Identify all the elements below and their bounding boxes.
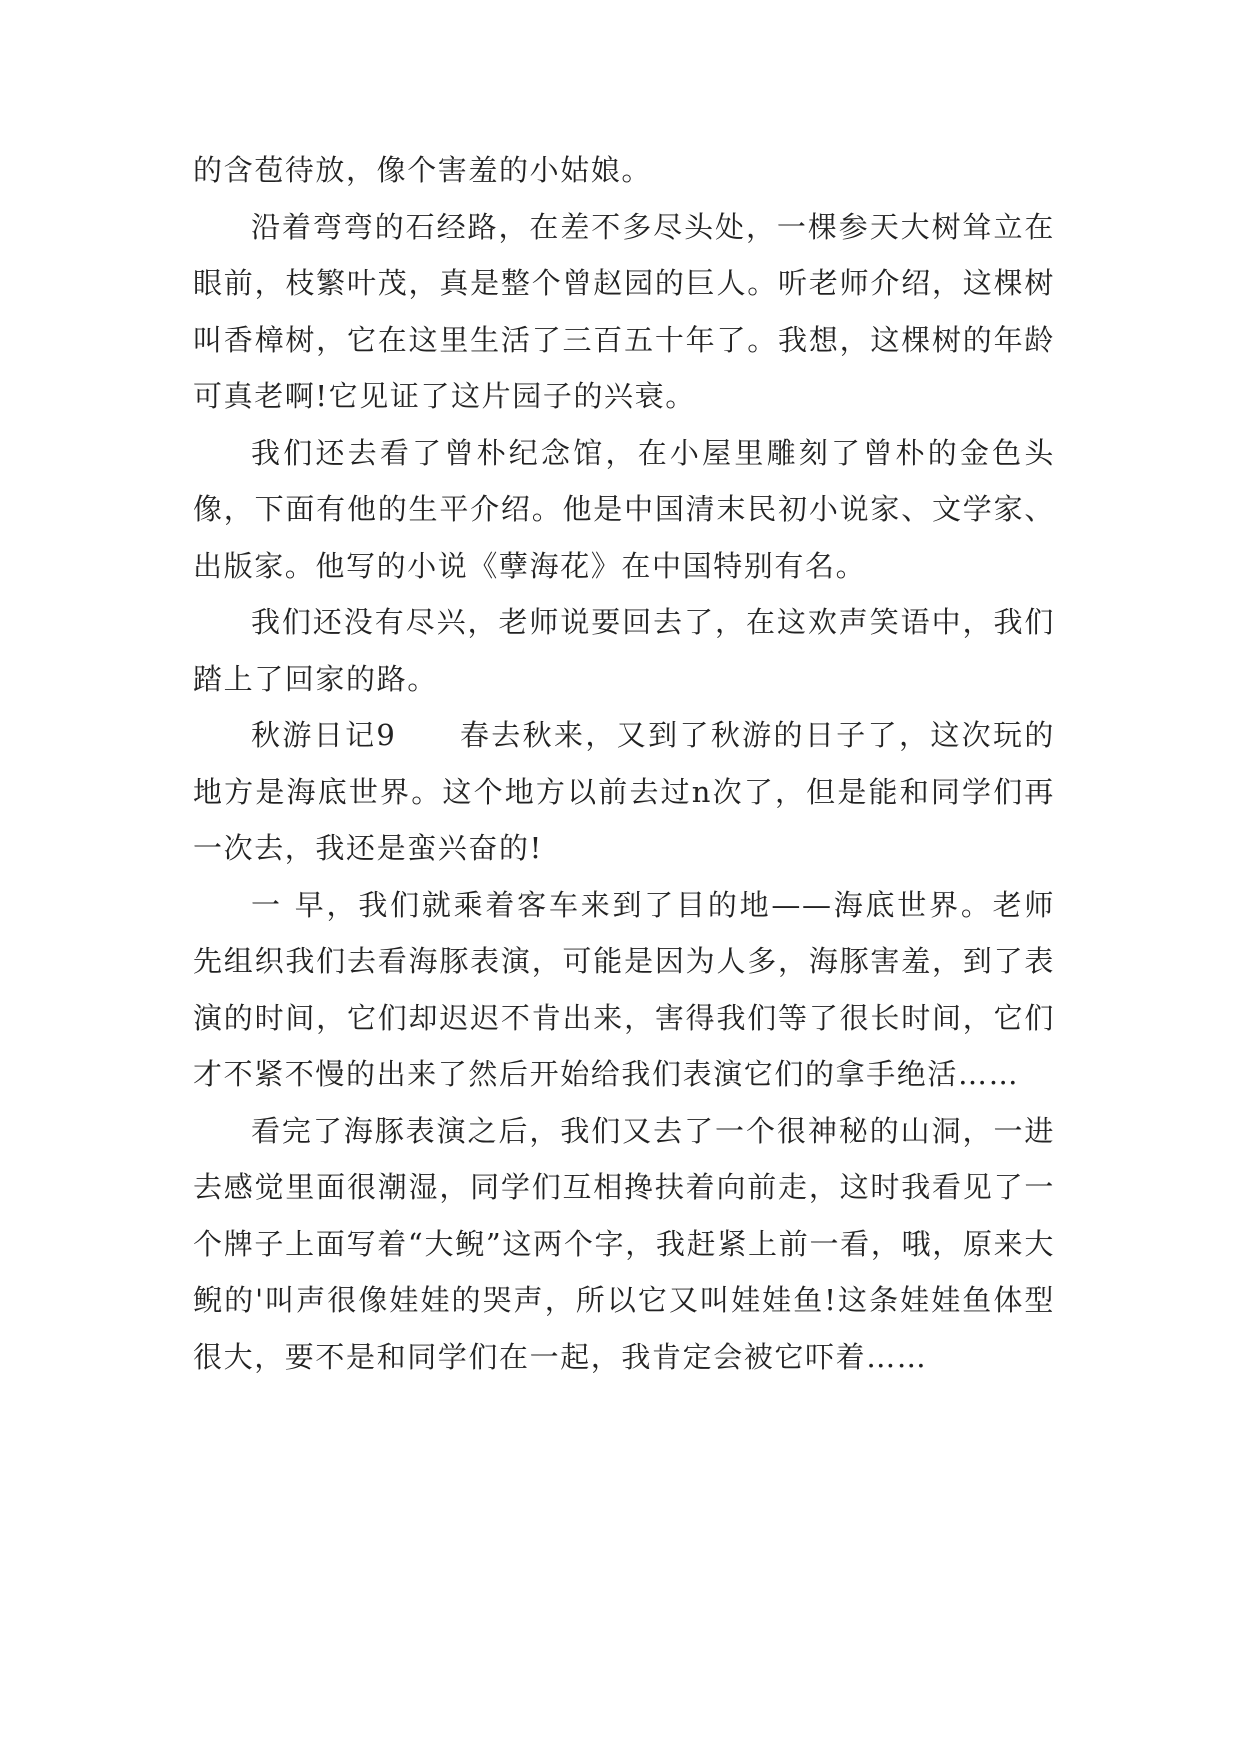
paragraph-5: 秋游日记9 春去秋来，又到了秋游的日子了，这次玩的地方是海底世界。这个地方以前去过n次了，但是能和同学们再一次去，我还是蛮兴奋的! bbox=[193, 718, 1055, 865]
paragraph-4: 我们还没有尽兴，老师说要回去了，在这欢声笑语中，我们踏上了回家的路。 bbox=[193, 605, 1055, 696]
paragraph-2: 沿着弯弯的石经路，在差不多尽头处，一棵参天大树耸立在眼前，枝繁叶茂，真是整个曾赵园的巨人。听老师介绍，这棵树叫香樟树，它在这里生活了三百五十年了。我想，这棵树的年龄可真老啊!它见证了这片园子的兴衰。 bbox=[193, 209, 1055, 413]
paragraph-3: 我们还去看了曾朴纪念馆，在小屋里雕刻了曾朴的金色头像，下面有他的生平介绍。他是中国清末民初小说家、文学家、出版家。他写的小说《孽海花》在中国特别有名。 bbox=[193, 435, 1055, 583]
paragraph-1: 的含苞待放，像个害羞的小姑娘。 bbox=[193, 153, 653, 187]
document-page bbox=[193, 142, 1055, 1385]
paragraph-7: 看完了海豚表演之后，我们又去了一个很神秘的山洞，一进去感觉里面很潮湿，同学们互相搀扶着向前走，这时我看见了一个牌子上面写着“大鲵”这两个字，我赶紧上前一看，哦，原来大鲵的'叫声很像娃娃的哭声，所以它又叫娃娃鱼!这条娃娃鱼体型很大，要不是和同学们在一起，我肯定会被它吓着…… bbox=[193, 1113, 1055, 1374]
paragraph-6: 一 早，我们就乘着客车来到了目的地——海底世界。老师先组织我们去看海豚表演，可能是因为人多，海豚害羞，到了表演的时间，它们却迟迟不肯出来，害得我们等了很长时间，它们才不紧不慢的出来了然后开始给我们表演它们的拿手绝活…… bbox=[193, 887, 1055, 1091]
